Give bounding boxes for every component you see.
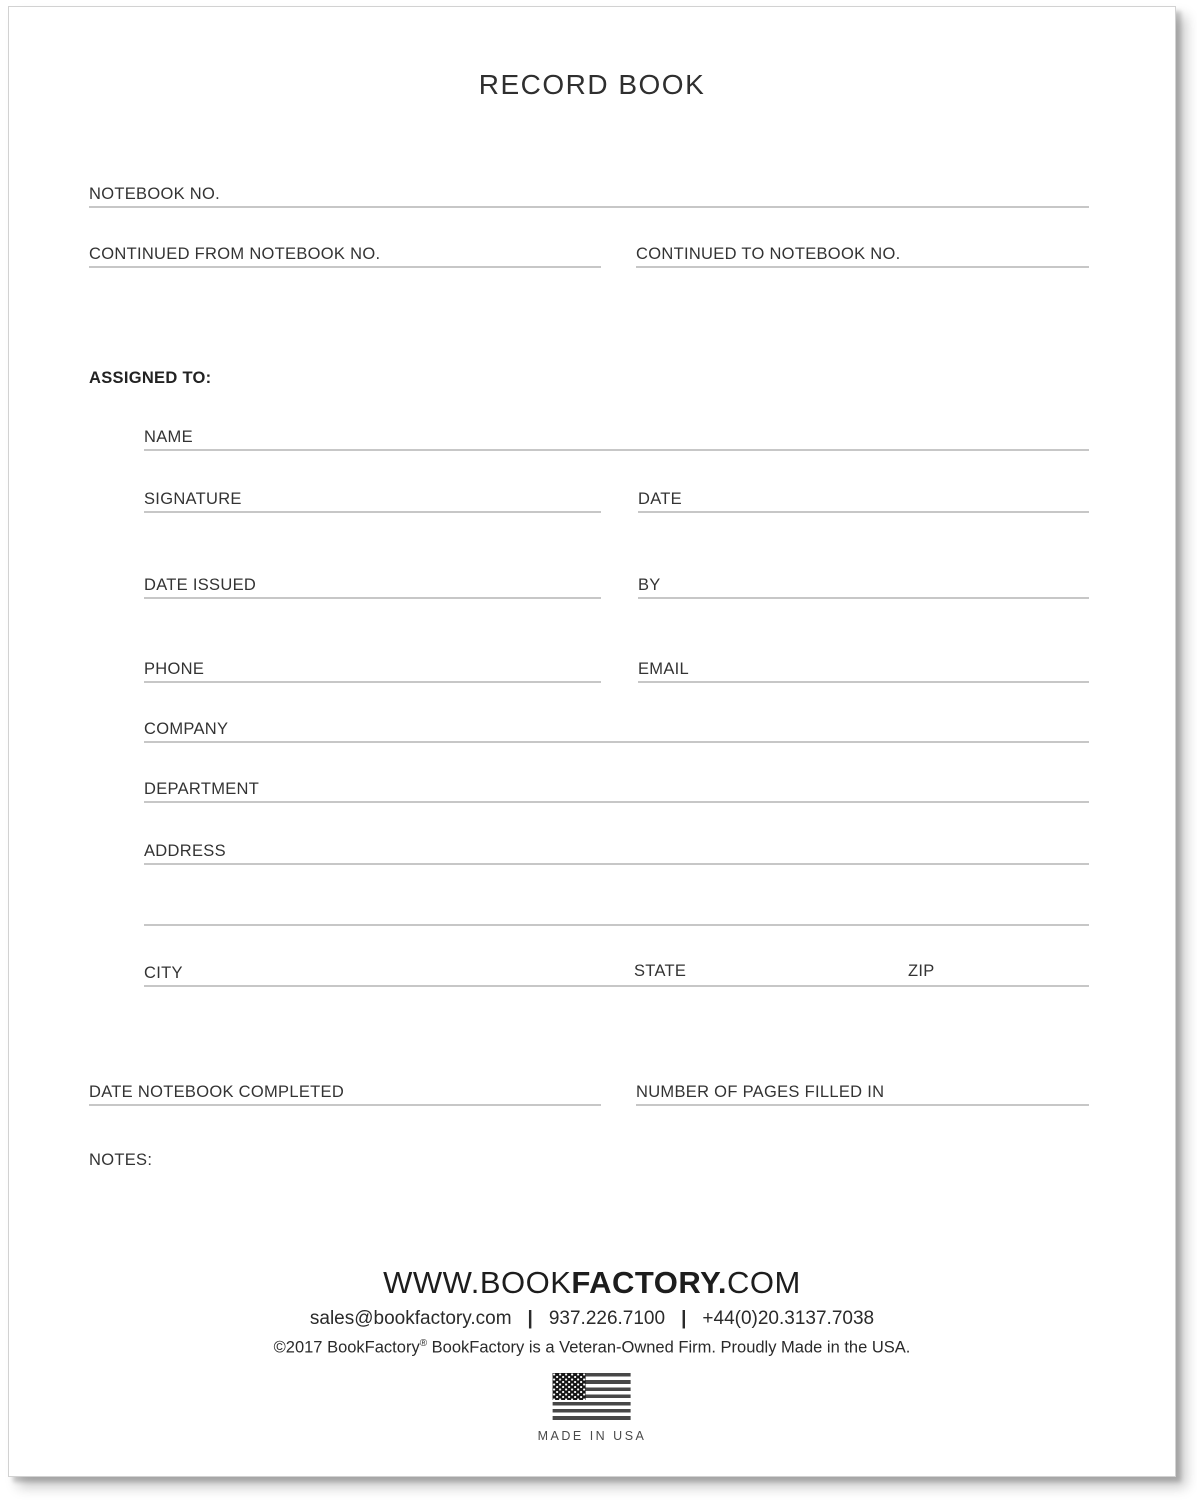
us-flag-canton [553, 1373, 586, 1400]
phone-field [144, 653, 601, 683]
copyright-line [9, 1338, 1175, 1358]
copyright-prefix: ©2017 BookFactory [273, 1338, 420, 1357]
continued-to-field [636, 238, 1089, 268]
name-label: NAME [144, 428, 193, 446]
pages-filled-label: NUMBER OF PAGES FILLED IN [636, 1083, 885, 1101]
address-line2-field [144, 896, 1089, 926]
email-label: EMAIL [638, 660, 690, 678]
notebook-number-label: NOTEBOOK NO. [89, 185, 221, 203]
date-completed-field [89, 1076, 601, 1106]
by-field [638, 569, 1089, 599]
company-field [144, 713, 1089, 743]
notes-heading: NOTES: [89, 1151, 153, 1169]
by-label: BY [638, 576, 661, 594]
pages-filled-field [636, 1076, 1089, 1106]
date-field [638, 483, 1089, 513]
bookfactory-website [9, 1265, 1175, 1301]
notebook-number-field [89, 178, 1089, 208]
record-book-cover-page [8, 6, 1176, 1477]
continued-from-field [89, 238, 601, 268]
copyright-suffix: BookFactory is a Veteran-Owned Firm. Proudly Made in the USA. [427, 1338, 911, 1357]
contact-email: sales@bookfactory.com [309, 1308, 512, 1329]
address-label: ADDRESS [144, 842, 226, 860]
city-label: CITY [144, 964, 183, 982]
website-bold: FACTORY. [571, 1265, 728, 1300]
department-field [144, 773, 1089, 803]
website-suffix: COM [727, 1265, 801, 1300]
email-field [638, 653, 1089, 683]
date-issued-label: DATE ISSUED [144, 576, 257, 594]
separator-pipe: | [527, 1308, 533, 1329]
signature-field [144, 483, 601, 513]
zip-label: ZIP [908, 962, 935, 980]
date-issued-field [144, 569, 601, 599]
date-completed-label: DATE NOTEBOOK COMPLETED [89, 1083, 345, 1101]
contact-phone-intl: +44(0)20.3137.7038 [702, 1308, 875, 1329]
made-in-usa-label: MADE IN USA [537, 1429, 647, 1443]
contact-line [9, 1308, 1175, 1330]
us-flag-icon [553, 1373, 631, 1423]
assigned-to-heading: ASSIGNED TO: [89, 369, 212, 387]
department-label: DEPARTMENT [144, 780, 260, 798]
signature-label: SIGNATURE [144, 490, 242, 508]
company-label: COMPANY [144, 720, 229, 738]
name-field [144, 421, 1089, 451]
city-state-zip-field [144, 957, 1089, 987]
website-prefix: WWW.BOOK [383, 1265, 572, 1300]
made-in-usa-badge [538, 1373, 647, 1443]
date-label: DATE [638, 490, 682, 508]
page-title: RECORD BOOK [478, 69, 706, 100]
contact-phone-us: 937.226.7100 [548, 1308, 666, 1329]
registered-trademark-symbol: ® [419, 1338, 428, 1349]
separator-pipe: | [681, 1308, 687, 1329]
state-label: STATE [634, 962, 687, 980]
continued-from-label: CONTINUED FROM NOTEBOOK NO. [89, 245, 381, 263]
address-field [144, 835, 1089, 865]
phone-label: PHONE [144, 660, 205, 678]
continued-to-label: CONTINUED TO NOTEBOOK NO. [636, 245, 901, 263]
